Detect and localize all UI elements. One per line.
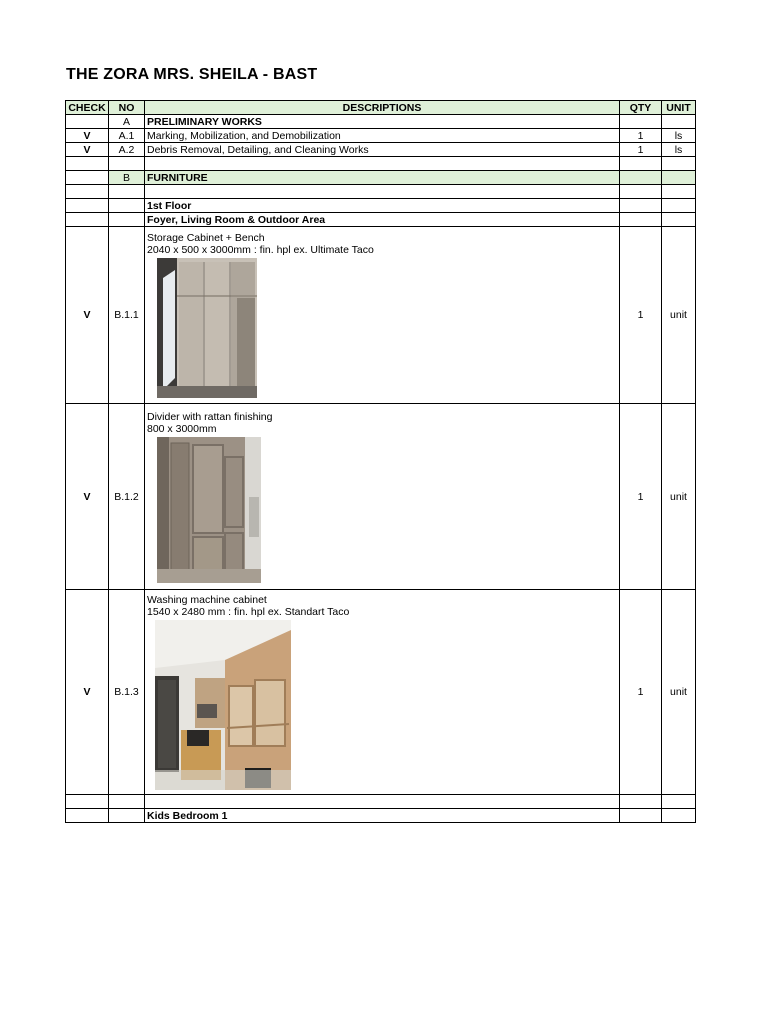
item-description: Storage Cabinet + Bench xyxy=(147,232,265,244)
check-mark: V xyxy=(66,590,109,795)
item-unit: unit xyxy=(662,590,696,795)
header-check: CHECK xyxy=(66,101,109,115)
item-unit: ls xyxy=(662,143,696,157)
item-unit: ls xyxy=(662,129,696,143)
item-no: A.1 xyxy=(109,129,145,143)
item-qty: 1 xyxy=(620,129,662,143)
header-unit: UNIT xyxy=(662,101,696,115)
check-mark: V xyxy=(66,143,109,157)
item-description: Divider with rattan finishing xyxy=(147,410,273,423)
section-name: PRELIMINARY WORKS xyxy=(145,115,620,129)
header-qty: QTY xyxy=(620,101,662,115)
section-name: FURNITURE xyxy=(145,171,620,185)
item-no: A.2 xyxy=(109,143,145,157)
item-unit: unit xyxy=(662,227,696,404)
empty-row xyxy=(66,185,696,199)
item-spec: 2040 x 500 x 3000mm : fin. hpl ex. Ultimate Taco xyxy=(147,244,374,256)
table-row xyxy=(66,590,696,795)
item-no: B.1.3 xyxy=(109,590,145,795)
document-title: THE ZORA MRS. SHEILA - BAST xyxy=(66,66,318,83)
item-qty: 1 xyxy=(620,404,662,590)
floor-label: 1st Floor xyxy=(145,199,620,213)
item-unit: unit xyxy=(662,404,696,590)
item-spec: 1540 x 2480 mm : fin. hpl ex. Standart Taco xyxy=(147,606,350,618)
header-no: NO xyxy=(109,101,145,115)
item-qty: 1 xyxy=(620,590,662,795)
check-mark: V xyxy=(66,404,109,590)
header-row xyxy=(66,101,696,115)
section-code: A xyxy=(109,115,145,129)
item-qty: 1 xyxy=(620,143,662,157)
storage-cabinet-photo xyxy=(157,258,257,398)
area-row xyxy=(66,809,696,823)
item-no: B.1.1 xyxy=(109,227,145,404)
section-a-row xyxy=(66,115,696,129)
divider-photo xyxy=(157,437,261,583)
boq-table xyxy=(65,100,696,823)
check-mark: V xyxy=(66,129,109,143)
section-code: B xyxy=(109,171,145,185)
floor-row xyxy=(66,199,696,213)
item-description: Marking, Mobilization, and Demobilization xyxy=(145,129,620,143)
next-area-label: Kids Bedroom 1 xyxy=(145,809,620,823)
item-description-cell xyxy=(145,404,620,590)
table-row xyxy=(66,227,696,404)
table-row xyxy=(66,129,696,143)
area-row xyxy=(66,213,696,227)
item-no: B.1.2 xyxy=(109,404,145,590)
item-qty: 1 xyxy=(620,227,662,404)
item-description: Debris Removal, Detailing, and Cleaning Works xyxy=(145,143,620,157)
item-spec: 800 x 3000mm xyxy=(147,422,217,435)
item-description: Washing machine cabinet xyxy=(147,594,267,606)
washing-cabinet-photo xyxy=(155,620,291,790)
section-b-row xyxy=(66,171,696,185)
area-label: Foyer, Living Room & Outdoor Area xyxy=(145,213,620,227)
check-mark: V xyxy=(66,227,109,404)
empty-row xyxy=(66,157,696,171)
table-row xyxy=(66,143,696,157)
table-row xyxy=(66,404,696,590)
item-description-cell xyxy=(145,590,620,795)
empty-row xyxy=(66,795,696,809)
header-descriptions: DESCRIPTIONS xyxy=(145,101,620,115)
item-description-cell xyxy=(145,227,620,404)
